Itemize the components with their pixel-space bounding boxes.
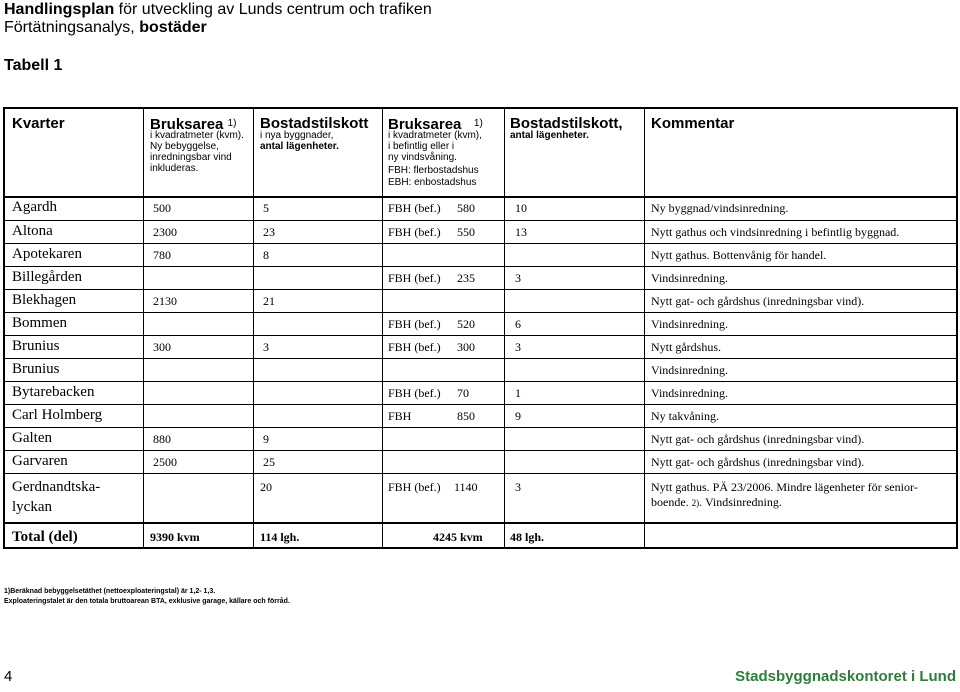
col-desc-bruksarea-exist-2: i befintlig eller i — [388, 141, 455, 152]
col-desc-bruksarea-exist-5: EBH: enbostadshus — [388, 177, 477, 188]
row-cell-units-exist: 13 — [515, 225, 527, 239]
row-cell-area-new: 500 — [153, 201, 171, 215]
row-cell-area-new: 2500 — [153, 455, 177, 469]
row-divider — [5, 289, 956, 290]
row-cell-units-new: 23 — [263, 225, 275, 239]
column-divider — [143, 109, 144, 547]
column-divider — [644, 109, 645, 547]
row-cell-type: FBH (bef.) — [388, 271, 441, 285]
col-header-bostad-exist: Bostadstilskott, — [510, 115, 623, 132]
row-cell-name: Brunius — [12, 338, 60, 354]
last-row-type: FBH (bef.) — [388, 480, 441, 494]
column-divider — [253, 109, 254, 547]
footnote-1: 1)Beräknad bebyggelsetäthet (nettoexploateringstal) är 1,2- 1,3. — [4, 588, 216, 595]
row-divider — [5, 196, 956, 198]
row-cell-area-new: 780 — [153, 248, 171, 262]
row-cell-name: Garvaren — [12, 453, 68, 469]
row-cell-type: FBH (bef.) — [388, 317, 441, 331]
row-divider — [5, 473, 956, 474]
last-row-units-new: 20 — [260, 480, 272, 494]
row-cell-area-exist: 550 — [457, 225, 475, 239]
row-cell-units-new: 3 — [263, 340, 269, 354]
footnote-2: Exploateringstalet är den totala bruttoarean BTA, exklusive garage, källare och förråd. — [4, 598, 290, 605]
column-divider — [504, 109, 505, 547]
col-header-kommentar: Kommentar — [651, 115, 735, 132]
subtitle-rest: Förtätningsanalys, — [4, 19, 140, 36]
row-cell-area-exist: 70 — [457, 386, 469, 400]
row-cell-units-new: 5 — [263, 201, 269, 215]
row-cell-units-new: 25 — [263, 455, 275, 469]
row-cell-comment: Vindsinredning. — [651, 271, 728, 285]
row-cell-comment: Nytt gathus och vindsinredning i befintlig byggnad. — [651, 225, 900, 239]
row-cell-name: Galten — [12, 430, 52, 446]
row-cell-name: Altona — [12, 223, 53, 239]
row-cell-type: FBH — [388, 409, 412, 423]
total-area-new: 9390 kvm — [150, 530, 200, 544]
row-cell-comment: Nytt gat- och gårdshus (inredningsbar vind). — [651, 432, 865, 446]
row-cell-units-exist: 3 — [515, 271, 521, 285]
row-cell-name: Agardh — [12, 199, 57, 215]
row-cell-area-exist: 300 — [457, 340, 475, 354]
row-cell-area-exist: 235 — [457, 271, 475, 285]
col-desc-bruksarea-new-1: i kvadratmeter (kvm). — [150, 130, 244, 141]
row-cell-name: Bytarebacken — [12, 384, 95, 400]
table-label: Tabell 1 — [4, 57, 63, 74]
row-cell-area-exist: 580 — [457, 201, 475, 215]
title-rest: för utveckling av Lunds centrum och trafiken — [114, 1, 432, 18]
row-cell-units-exist: 10 — [515, 201, 527, 215]
row-cell-area-new: 2300 — [153, 225, 177, 239]
office-name: Stadsbyggnadskontoret i Lund — [735, 668, 956, 685]
row-cell-area-exist: 520 — [457, 317, 475, 331]
row-cell-name: Blekhagen — [12, 292, 77, 308]
row-cell-area-new: 880 — [153, 432, 171, 446]
row-cell-name: Bommen — [12, 315, 67, 331]
row-cell-area-new: 2130 — [153, 294, 177, 308]
row-divider — [5, 450, 956, 451]
col-desc-bruksarea-new-4: inkluderas. — [150, 163, 199, 174]
row-divider — [5, 220, 956, 221]
row-divider — [5, 427, 956, 428]
row-cell-comment: Vindsinredning. — [651, 386, 728, 400]
col-header-bruksarea-exist: Bruksarea $^{1)}$ — [388, 116, 483, 133]
row-cell-units-exist: 6 — [515, 317, 521, 331]
col-desc-bruksarea-new-3: inredningsbar vind — [150, 152, 232, 163]
row-divider — [5, 404, 956, 405]
row-cell-name: Carl Holmberg — [12, 407, 103, 423]
row-cell-units-new: 21 — [263, 294, 275, 308]
page-number: 4 — [4, 668, 13, 685]
row-cell-type: FBH (bef.) — [388, 340, 441, 354]
col-desc-bruksarea-exist-3: ny vindsvåning. — [388, 152, 457, 163]
row-cell-comment: Ny byggnad/vindsinredning. — [651, 201, 789, 215]
total-units-exist: 48 lgh. — [510, 530, 545, 544]
title-bold: Handlingsplan — [4, 1, 115, 18]
document-subtitle — [4, 18, 207, 37]
row-cell-comment: Vindsinredning. — [651, 317, 728, 331]
last-row-units-exist: 3 — [515, 480, 521, 494]
row-cell-units-exist: 3 — [515, 340, 521, 354]
row-divider — [5, 266, 956, 267]
col-desc-bruksarea-new-2: Ny bebyggelse, — [150, 141, 219, 152]
row-cell-units-exist: 9 — [515, 409, 521, 423]
row-cell-name: Brunius — [12, 361, 60, 377]
row-cell-comment: Ny takvåning. — [651, 409, 719, 423]
last-row-name-2: lyckan — [12, 499, 52, 515]
col-header-bostad-new: Bostadstilskott — [260, 115, 369, 132]
row-cell-type: FBH (bef.) — [388, 386, 441, 400]
row-cell-area-new: 300 — [153, 340, 171, 354]
row-cell-comment: Nytt gathus. Bottenvånig för handel. — [651, 248, 827, 262]
last-row-comment-2: boende. 2). Vindsinredning. — [651, 495, 782, 509]
total-units-new: 114 lgh. — [260, 530, 300, 544]
housing-table — [3, 107, 958, 549]
row-cell-comment: Nytt gårdshus. — [651, 340, 721, 354]
row-cell-comment: Nytt gat- och gårdshus (inredningsbar vind). — [651, 455, 865, 469]
document-title — [4, 0, 432, 19]
last-row-name-1: Gerdnandtska- — [12, 479, 101, 495]
col-header-kvarter: Kvarter — [12, 115, 65, 132]
row-cell-comment: Nytt gat- och gårdshus (inredningsbar vind). — [651, 294, 865, 308]
total-area-exist: 4245 kvm — [433, 530, 483, 544]
row-cell-type: FBH (bef.) — [388, 201, 441, 215]
row-cell-area-exist: 850 — [457, 409, 475, 423]
total-label: Total (del) — [12, 529, 78, 545]
col-desc-bruksarea-exist-1: i kvadratmeter (kvm), — [388, 130, 482, 141]
row-cell-comment: Vindsinredning. — [651, 363, 728, 377]
row-cell-type: FBH (bef.) — [388, 225, 441, 239]
row-divider — [5, 243, 956, 244]
row-cell-units-new: 8 — [263, 248, 269, 262]
row-divider — [5, 358, 956, 359]
col-desc-bostad-exist-1: antal lägenheter. — [510, 130, 589, 141]
col-header-bruksarea-new: Bruksarea $^{1)}$ — [150, 116, 237, 133]
total-divider — [5, 522, 956, 524]
row-cell-name: Apotekaren — [12, 246, 82, 262]
row-cell-units-exist: 1 — [515, 386, 521, 400]
row-cell-name: Billegården — [12, 269, 82, 285]
row-divider — [5, 381, 956, 382]
row-divider — [5, 335, 956, 336]
last-row-comment-1: Nytt gathus. PÄ 23/2006. Mindre lägenheter för senior- — [651, 480, 918, 494]
col-desc-bostad-new-2: antal lägenheter. — [260, 141, 339, 152]
col-desc-bruksarea-exist-4: FBH: flerbostadshus — [388, 165, 479, 176]
subtitle-bold: bostäder — [139, 19, 207, 36]
row-divider — [5, 312, 956, 313]
row-cell-units-new: 9 — [263, 432, 269, 446]
col-desc-bostad-new-1: i nya byggnader, — [260, 130, 334, 141]
column-divider — [382, 109, 383, 547]
last-row-area-exist: 1140 — [454, 480, 478, 494]
